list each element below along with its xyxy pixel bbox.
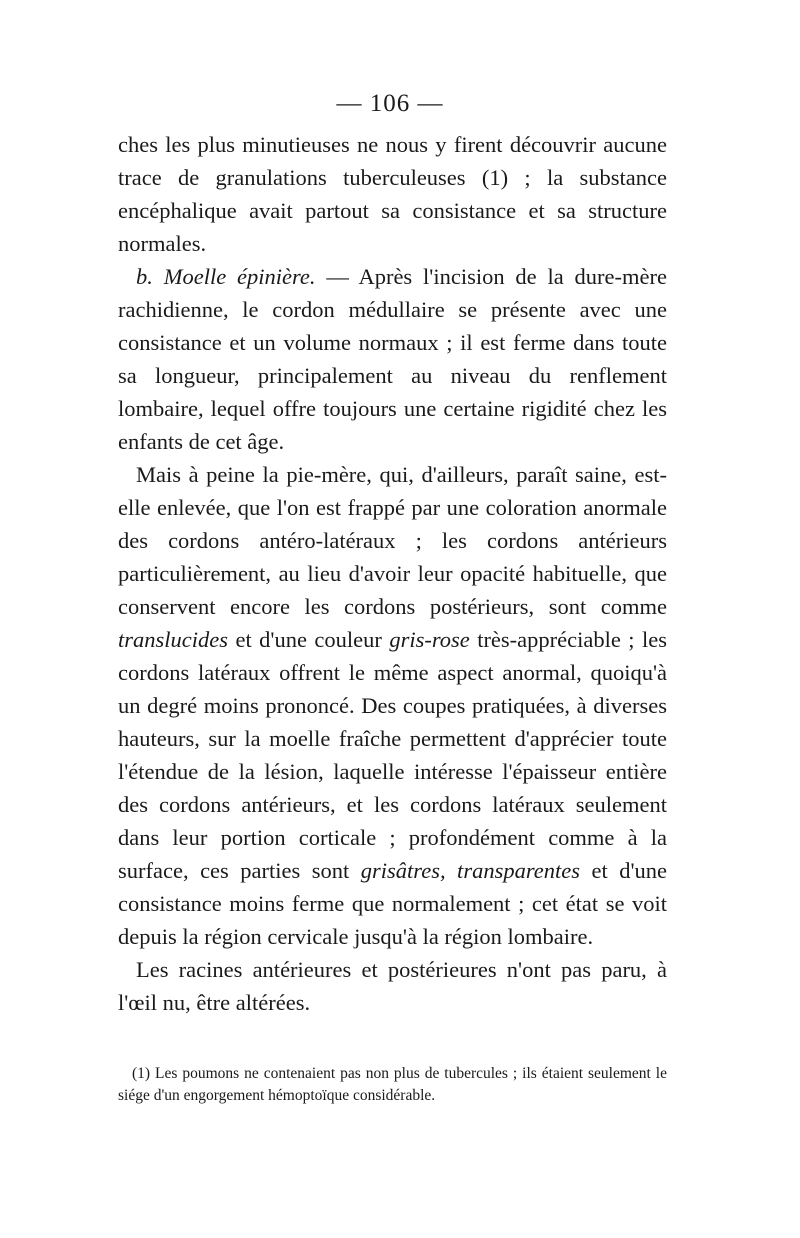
emphasis-translucides: translucides bbox=[118, 627, 228, 652]
main-text bbox=[118, 128, 667, 1019]
paragraph-4: Les racines antérieures et postérieures n'ont pas paru, à l'œil nu, être altérées. bbox=[118, 957, 667, 1015]
page-number: — 106 — bbox=[336, 90, 444, 117]
paragraph-3-part-a: Mais à peine la pie-mère, qui, d'ailleurs, paraît saine, est-elle enlevée, que l'on est frappé par une coloration anormale des cordons antéro-latéraux ; les cordons antérieurs particulièrement, au lieu d'avoir leur opacité habituelle, que conservent encore les cordons postérieurs, sont comme bbox=[118, 462, 667, 619]
footnote bbox=[118, 1063, 667, 1107]
paragraph-2-text: — Après l'incision de la dure-mère rachidienne, le cordon médullaire se présente avec une consistance et un volume normaux ; il est ferme dans toute sa longueur, principalement au niveau du renflement lombaire, lequel offre toujours une certaine rigidité chez les enfants de cet âge. bbox=[118, 264, 667, 454]
section-label: b. Moelle épinière. bbox=[136, 264, 316, 289]
paragraph-3 bbox=[118, 458, 667, 953]
emphasis-grisatres: grisâtres, transparentes bbox=[360, 858, 580, 883]
paragraph-3-part-d: et d'une consistance moins ferme que normalement ; cet état se voit depuis la région cervicale jusqu'à la région lombaire. bbox=[118, 858, 667, 949]
paragraph-3-part-b: et d'une couleur bbox=[228, 627, 390, 652]
paragraph-3-part-c: très-appréciable ; les cordons latéraux offrent le même aspect anormal, quoiqu'à un degré moins prononcé. Des coupes pratiquées, à diverses hauteurs, sur la moelle fraîche permettent d'apprécier toute l'étendue de la lésion, laquelle intéresse l'épaisseur entière des cordons antérieurs, et les cordons latéraux seulement dans leur portion corticale ; profondément comme à la surface, ces parties sont bbox=[118, 627, 667, 883]
emphasis-gris-rose: gris-rose bbox=[389, 627, 470, 652]
paragraph-2 bbox=[118, 260, 667, 458]
footnote-text: (1) Les poumons ne contenaient pas non plus de tubercules ; ils étaient seulement le siége d'un engorgement hémoptoïque considérable. bbox=[118, 1065, 667, 1104]
paragraph-1: ches les plus minutieuses ne nous y firent découvrir aucune trace de granulations tuberculeuses (1) ; la substance encéphalique avait partout sa consistance et sa structure normales. bbox=[118, 132, 667, 256]
